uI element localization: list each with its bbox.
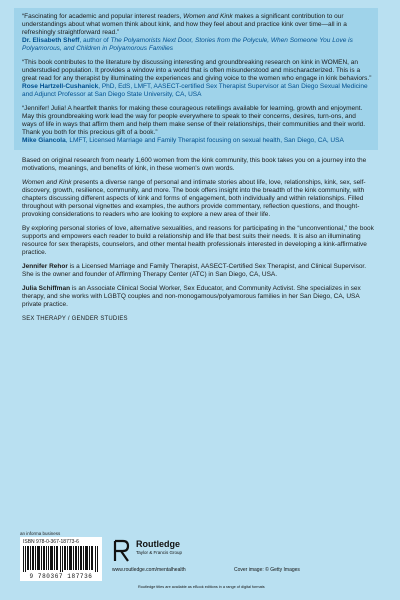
- endorsement-2-attribution: Rose Hartzell-Cushanick, PhD, EdS, LMFT, AASECT-certified Sex Therapist Supervisor at San Diego Sexual Medicine and Adjunct Professor at San Diego State University, CA, USA: [22, 83, 368, 98]
- routledge-logo-icon: [112, 539, 132, 563]
- description-paragraph-2: Women and Kink presents a diverse range of personal and intimate stories about life, love, relationships, kink, sex, self-discovery, growth, resilience, community, and more. The book offers insight into the breadth of the kink community, with chapters discussing different aspects of kink and forms of engagement, both individually and within relationships. Filled throughout with personal vignettes and examples, the authors provide commentary, reflection questions, and thought-provoking considerations to readers who are looking to explore a new area of their life.: [22, 179, 366, 218]
- description-paragraph-3: By exploring personal stories of love, alternative sexualities, and reasons for participating in the “unconventional,” the book supports and empowers each reader to build a relationship and life that best suits their needs. It is also an illuminating resource for sex therapists, counselors, and other mental health professionals interested in developing a kink-affirmative practice.: [22, 225, 374, 256]
- endorsement-3: “Jennifer! Julia! A heartfelt thanks for making these courageous retellings available for learning, growth and enjoyment. May this groundbreaking work lead the way for people everywhere to speak to their concerns, desires, turn-ons, and ways of life in ways that affirm them and help them make sense of their relationships, their communities and their world. Thank you both for this precious gift of a book.” Mike Giancola, LMFT, Licensed Marriage and Family Therapist focusing on sexual health, San Diego, CA, USA: [22, 105, 366, 144]
- description-paragraph-1: Based on original research from nearly 1,600 women from the kink community, this book takes you on a journey into the motivations, meanings, and benefits of kink, in these women's own words.: [22, 157, 367, 172]
- isbn-digits: 9 780367 187736: [29, 573, 93, 580]
- publisher-name: Routledge: [136, 539, 180, 549]
- endorsements-panel: [14, 8, 378, 150]
- back-cover-content: [14, 8, 386, 584]
- endorsement-1-attribution: Dr. Elisabeth Sheff, author of The Polyamorists Next Door, Stories from the Polycule, When Someone You Love is Polyamorous, and Children in Polyamorous Families: [22, 37, 353, 52]
- ebook-note: Routledge titles are available as eBook editions in a range of digital formats: [138, 585, 265, 589]
- author-bio-2: Julia Schiffman is an Associate Clinical Social Worker, Sex Educator, and Community Activist. She specializes in sex therapy, and she works with LGBTQ couples and non-monogamous/polyamorous families in her San Diego, CA, USA private practice.: [22, 285, 361, 308]
- author-bio-1: Jennifer Rehor is a Licensed Marriage and Family Therapist, AASECT-Certified Sex Therapist, and Clinical Supervisor. She is the owner and founder of Affirming Therapy Center (ATC) in San Diego, CA, USA.: [22, 263, 367, 278]
- barcode-icon: [23, 546, 99, 572]
- book-description: [14, 157, 378, 323]
- cover-image-credit: Cover image: © Getty Images: [234, 567, 300, 573]
- publisher-group: Taylor & Francis Group: [136, 550, 183, 555]
- informa-tagline: an informa business: [20, 531, 61, 536]
- publisher-url[interactable]: www.routledge.com/mentalhealth: [112, 567, 186, 573]
- subject-categories: SEX THERAPY / GENDER STUDIES: [22, 316, 128, 322]
- barcode-block: [20, 537, 102, 581]
- endorsement-2: “This book contributes to the literature by discussing interesting and groundbreaking research on kink in WOMEN, an understudied population. It provides a window into a world that is often misunderstood and mischaracterized. This is a great read for any therapist by illuminating the experiences and giving voice to the women who engage in kink behaviors.” Rose Hartzell-Cushanick, PhD, EdS, LMFT, AASECT-certified Sex Therapist Supervisor at San Diego Sexual Medicine and Adjunct Professor at San Diego State University, CA, USA: [22, 59, 372, 98]
- endorsement-3-attribution: Mike Giancola, LMFT, Licensed Marriage and Family Therapist focusing on sexual health, San Diego, CA, USA: [22, 137, 344, 144]
- isbn-label: ISBN 978-0-367-18773-6: [23, 539, 79, 545]
- endorsement-1: “Fascinating for academic and popular interest readers, Women and Kink makes a significant contribution to our understandings about what women think about kink, and how they feel about and practice kink over time—all in a refreshingly straightforward read.” Dr. Elisabeth Sheff, author of The Polyamorists Next Door, Stories from the Polycule, When Someone You Love is Polyamorous, and Children in Polyamorous Families: [22, 13, 353, 52]
- publisher-footer: [20, 531, 380, 595]
